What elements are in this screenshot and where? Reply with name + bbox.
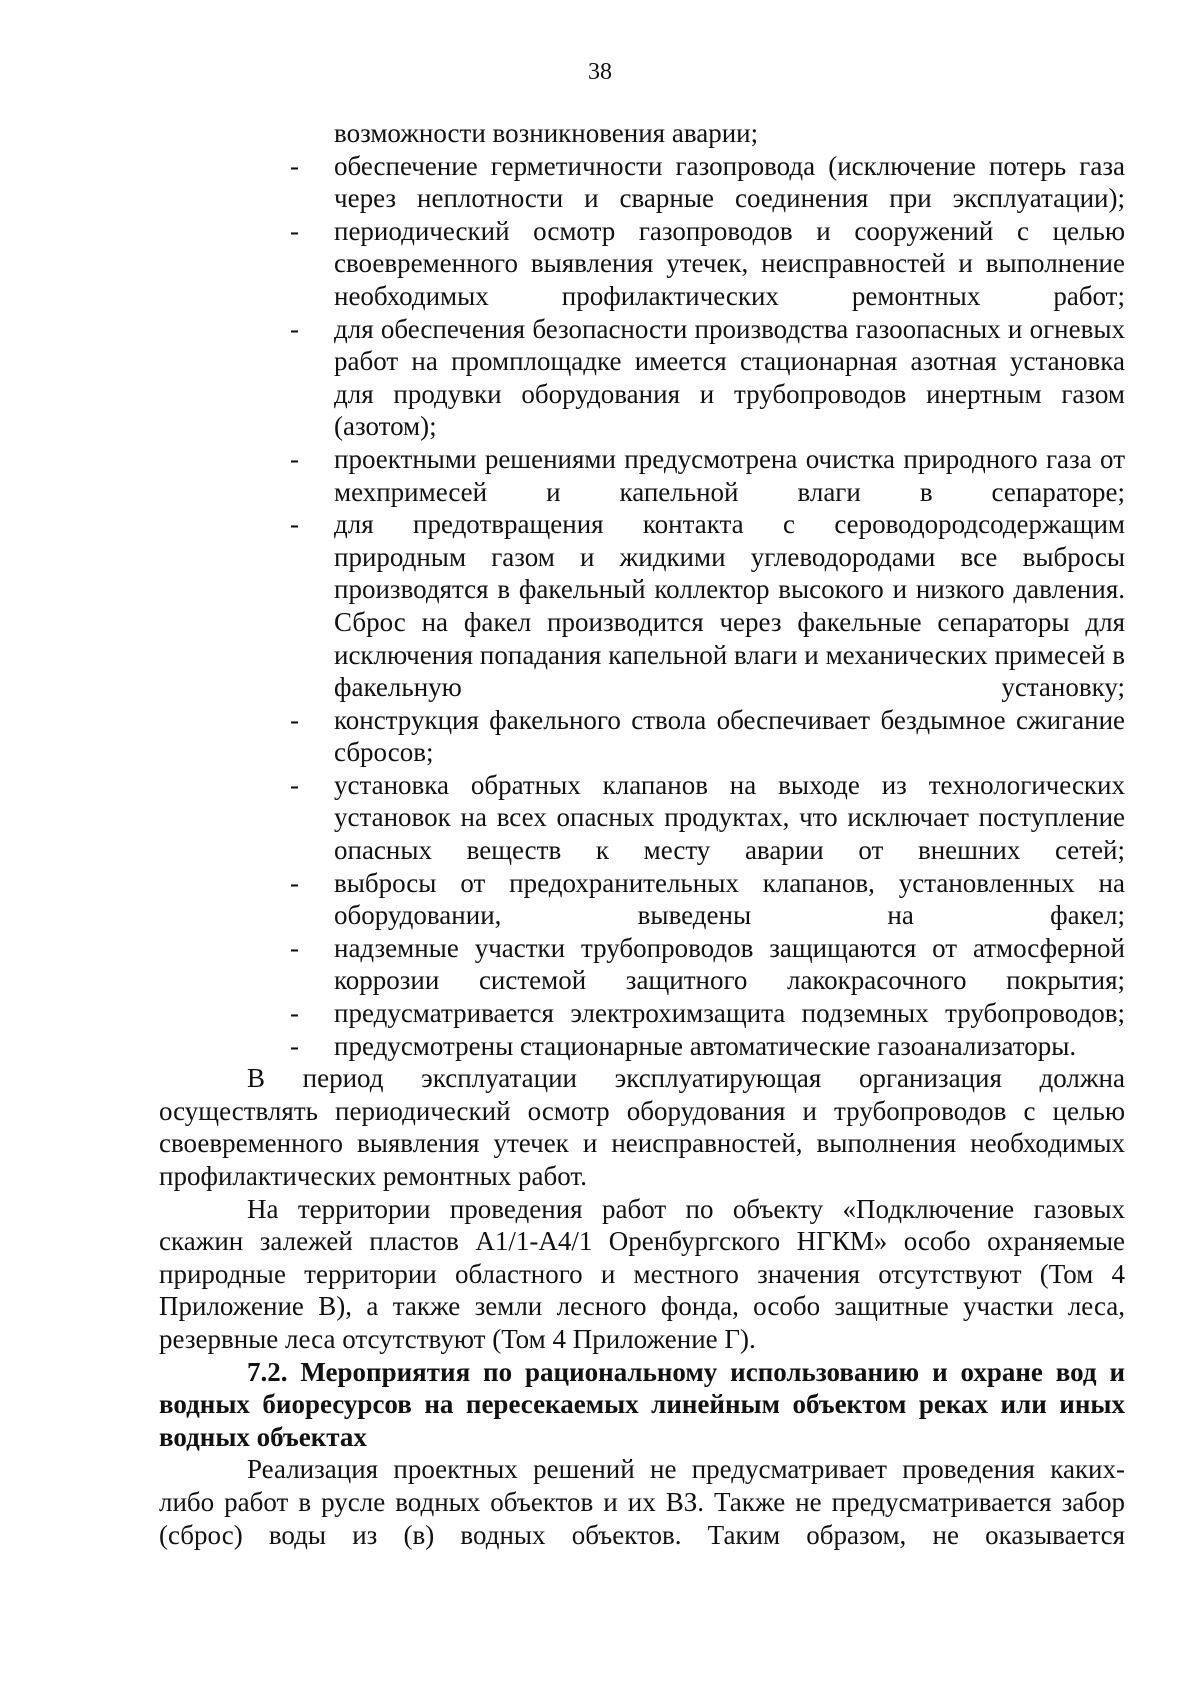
bullet-dash: - (290, 1030, 299, 1061)
list-item-text: проектными решениями предусмотрена очистка природного газа от мехпримесей и капельной влаги в сепараторе; (334, 443, 1125, 507)
bullet-dash: - (290, 150, 299, 181)
continuation-line: возможности возникновения аварии; (334, 118, 759, 148)
list-item (159, 932, 1125, 997)
page-number: 38 (588, 59, 612, 85)
bullet-dash: - (290, 932, 299, 963)
list-item (159, 508, 1125, 704)
bullet-dash: - (290, 215, 299, 246)
list-item-text: конструкция факельного ствола обеспечивает бездымное сжигание сбросов; (334, 704, 1125, 768)
list-item-text: для обеспечения безопасности производства газоопасных и огневых работ на промплощадке имеется стационарная азотная установка для продувки оборудования и трубопроводов инертным газом (азотом); (334, 313, 1125, 442)
paragraph-maintenance: В период эксплуатации эксплуатирующая организация должна осуществлять периодический осмотр оборудования и трубопроводов с целью своевременного выявления утечек и неисправностей, выполнения необходимых профилактических ремонтных работ. (159, 1063, 1125, 1191)
bullet-dash: - (290, 769, 299, 800)
list-item-text: предусмотрены стационарные автоматические газоанализаторы. (334, 1030, 1077, 1061)
list-item-text: для предотвращения контакта с сероводородсодержащим природным газом и жидкими углеводородами все выбросы производятся в факельный коллектор высокого и низкого давления. Сброс на факел производится через факельные сепараторы для исключения попадания капельной влаги и механических примесей в факельную установку; (334, 509, 1125, 703)
list-item-text: установка обратных клапанов на выходе из технологических установок на всех опасных продуктах, что исключает поступление опасных веществ к месту аварии от внешних сетей; (334, 769, 1125, 866)
list-item (159, 704, 1125, 769)
page-content (159, 117, 1125, 1551)
bullet-list (159, 150, 1125, 1063)
list-item (159, 867, 1125, 932)
list-item-text: выбросы от предохранительных клапанов, установленных на оборудовании, выведены на факел; (334, 867, 1125, 931)
list-item-text: периодический осмотр газопроводов и сооружений с целью своевременного выявления утечек, неисправностей и выполнение необходимых профилактических ремонтных работ; (334, 215, 1125, 311)
bullet-dash: - (290, 704, 299, 735)
list-item (159, 769, 1125, 867)
section-heading: 7.2. Мероприятия по рациональному использованию и охране вод и водных биоресурсов на пересекаемых линейным объектом реках или иных водных объектах (159, 1356, 1125, 1452)
list-item (159, 215, 1125, 313)
paragraph-water-bodies: Реализация проектных решений не предусматривает проведения каких-либо работ в русле водных объектов и их ВЗ. Также не предусматривается забор (сброс) воды из (в) водных объектов. Таким образом, не оказывается (159, 1454, 1125, 1550)
bullet-dash: - (290, 867, 299, 898)
list-item (159, 150, 1125, 215)
list-item (159, 313, 1125, 443)
paragraph-protected-areas: На территории проведения работ по объекту «Подключение газовых скажин залежей пластов А1/1-А4/1 Оренбургского НГКМ» особо охраняемые природные территории областного и местного значения отсутствуют (Том 4 Приложение В), а также земли лесного фонда, особо защитные участки леса, резервные леса отсутствуют (Том 4 Приложение Г). (159, 1193, 1125, 1354)
list-item (159, 997, 1125, 1030)
bullet-dash: - (290, 998, 299, 1029)
list-item-text: надземные участки трубопроводов защищаются от атмосферной коррозии системой защитного лакокрасочного покрытия; (334, 932, 1125, 996)
list-item (159, 1030, 1125, 1063)
list-item-text: предусматривается электрохимзащита подземных трубопроводов; (334, 998, 1125, 1029)
list-item (159, 443, 1125, 508)
list-item-text: обеспечение герметичности газопровода (исключение потерь газа через неплотности и сварные соединения при эксплуатации); (334, 150, 1125, 214)
bullet-dash: - (290, 509, 299, 540)
bullet-dash: - (290, 443, 299, 474)
bullet-dash: - (290, 313, 299, 344)
